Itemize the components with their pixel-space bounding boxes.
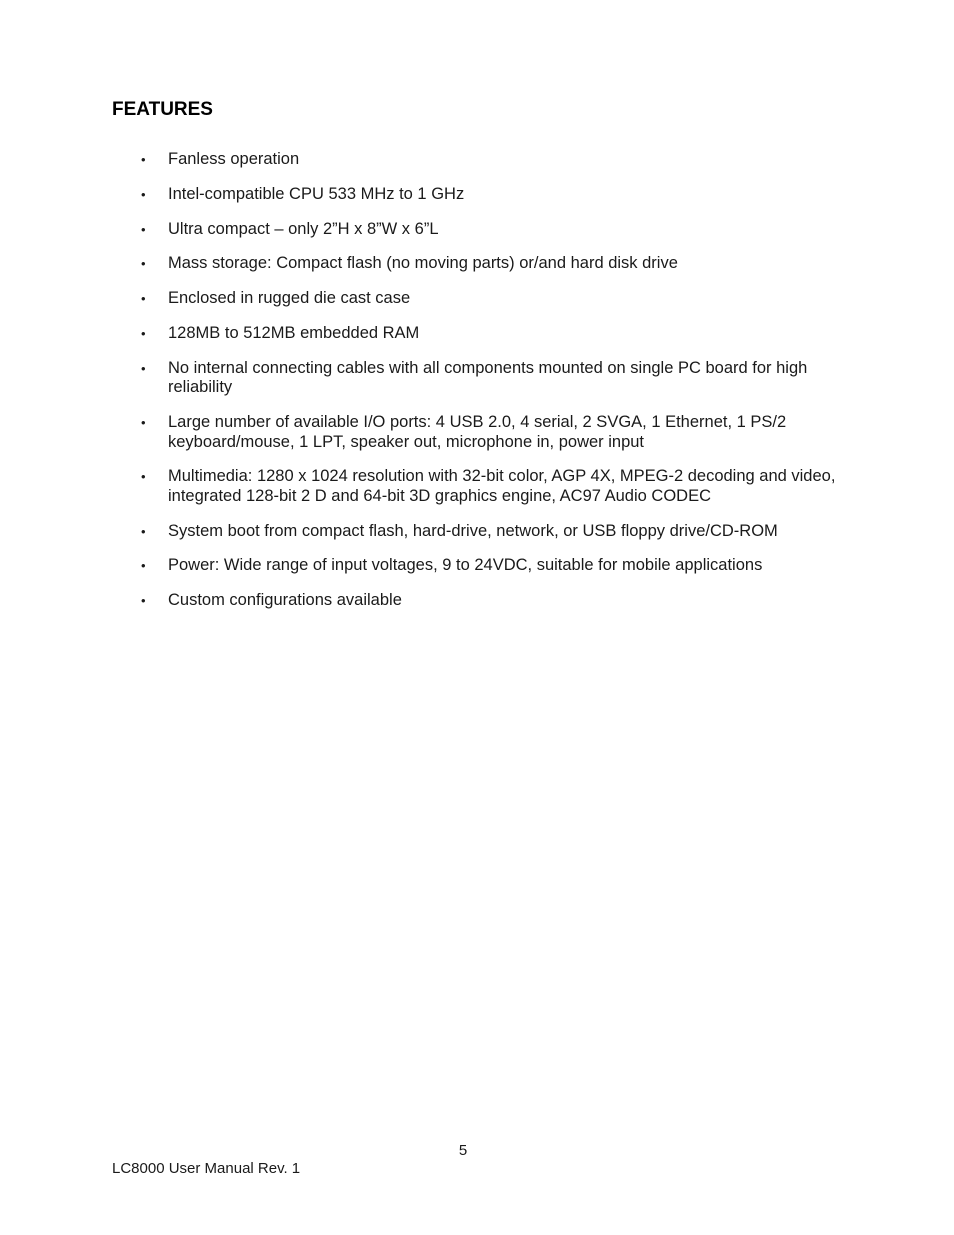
feature-item bbox=[0, 150, 954, 170]
feature-text: No internal connecting cables with all components mounted on single PC board for high reliability bbox=[168, 358, 808, 397]
feature-text: Power: Wide range of input voltages, 9 to 24VDC, suitable for mobile applications bbox=[168, 556, 763, 575]
feature-item bbox=[0, 220, 954, 240]
bullet-icon: • bbox=[141, 415, 146, 431]
section-heading: FEATURES bbox=[112, 99, 213, 120]
feature-item bbox=[0, 522, 954, 542]
bullet-icon: • bbox=[141, 360, 146, 376]
page-number: 5 bbox=[458, 1142, 468, 1159]
feature-item bbox=[0, 467, 954, 506]
bullet-icon: • bbox=[141, 291, 146, 307]
bullet-icon: • bbox=[141, 152, 146, 167]
feature-item bbox=[0, 591, 954, 611]
feature-text: Large number of available I/O ports: 4 USB 2.0, 4 serial, 2 SVGA, 1 Ethernet, 1 PS/2 keyboard/mouse, 1 LPT, speaker out, microphone in, power input bbox=[168, 413, 787, 451]
bullet-icon: • bbox=[141, 558, 146, 574]
feature-item bbox=[0, 289, 954, 309]
bullet-icon: • bbox=[141, 469, 146, 485]
bullet-icon: • bbox=[141, 325, 146, 341]
feature-text: Fanless operation bbox=[168, 150, 300, 168]
footer-manual-title: LC8000 User Manual Rev. 1 bbox=[112, 1160, 301, 1177]
feature-text: Ultra compact – only 2”H x 8”W x 6”L bbox=[168, 219, 439, 238]
feature-text: Enclosed in rugged die cast case bbox=[168, 289, 411, 308]
feature-list bbox=[0, 150, 954, 626]
bullet-icon: • bbox=[141, 523, 146, 539]
feature-item bbox=[0, 413, 954, 452]
feature-item bbox=[0, 185, 954, 205]
feature-text: System boot from compact flash, hard-drive, network, or USB floppy drive/CD-ROM bbox=[168, 521, 778, 540]
feature-text: Custom configurations available bbox=[168, 591, 402, 610]
feature-item bbox=[0, 324, 954, 344]
feature-text: Multimedia: 1280 x 1024 resolution with 32-bit color, AGP 4X, MPEG-2 decoding and video, integrated 128-bit 2 D and 64-bit 3D graphics engine, AC97 Audio CODEC bbox=[168, 467, 836, 505]
feature-text: 128MB to 512MB embedded RAM bbox=[168, 323, 420, 342]
bullet-icon: • bbox=[141, 593, 146, 609]
feature-item bbox=[0, 556, 954, 576]
bullet-icon: • bbox=[141, 186, 146, 202]
feature-text: Intel-compatible CPU 533 MHz to 1 GHz bbox=[168, 184, 465, 203]
bullet-icon: • bbox=[141, 256, 146, 272]
feature-text: Mass storage: Compact flash (no moving parts) or/and hard disk drive bbox=[168, 254, 678, 273]
feature-item bbox=[0, 254, 954, 274]
feature-item bbox=[0, 359, 954, 398]
bullet-icon: • bbox=[141, 221, 146, 237]
